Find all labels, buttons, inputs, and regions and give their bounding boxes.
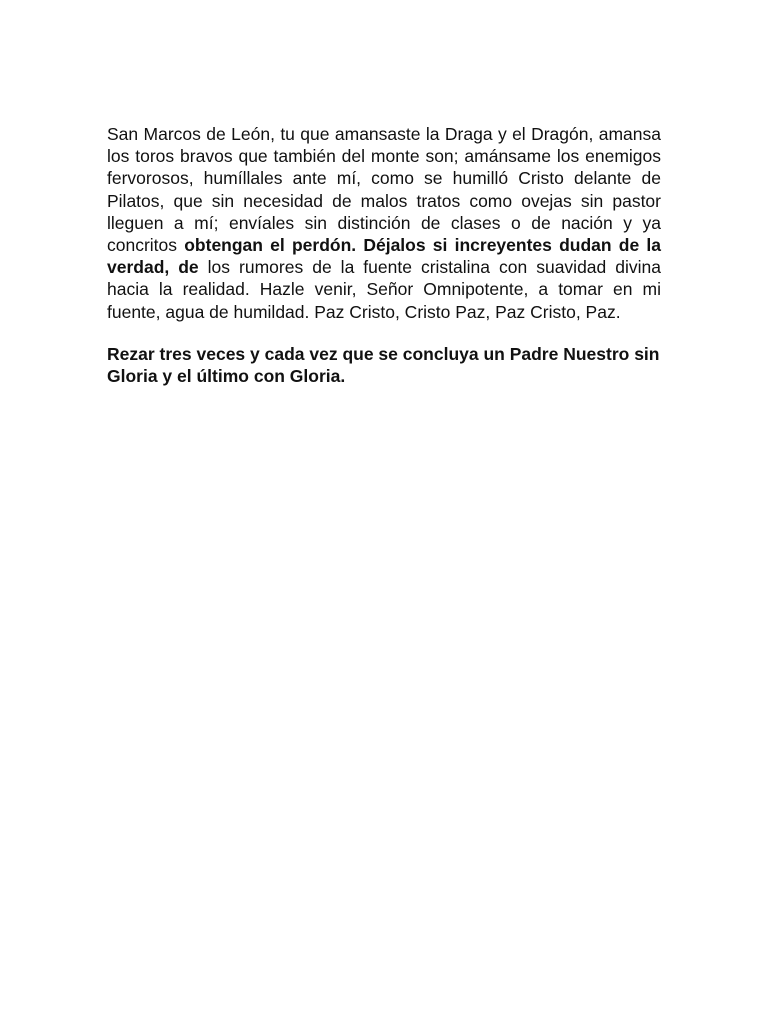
prayer-text-run: San Marcos de León, tu que amansaste la Draga y el Dragón, amansa los toros bravos que también del monte son; amánsame los enemigos fervorosos, humíllales ante mí, como se humilló Cristo delante de Pilatos, que sin necesidad de malos tratos como ovejas sin pastor lleguen a mí; envíales sin distinción de clases o de nación y ya concritos xyxy=(107,124,661,256)
instruction-paragraph: Rezar tres veces y cada vez que se concluya un Padre Nuestro sin Gloria y el último con Gloria. xyxy=(107,343,660,387)
prayer-text-run: los rumores de la fuente cristalina con suavidad divina hacia la realidad. Hazle venir, Señor Omnipotente, a tomar en mi fuente, agua de humildad. Paz Cristo, Cristo Paz, Paz Cristo, Paz. xyxy=(107,257,661,322)
prayer-bold-run: obtengan el perdón. Déjalos si increyentes dudan de la verdad, de xyxy=(107,235,661,278)
document-body xyxy=(107,123,661,387)
prayer-paragraph xyxy=(107,123,661,323)
